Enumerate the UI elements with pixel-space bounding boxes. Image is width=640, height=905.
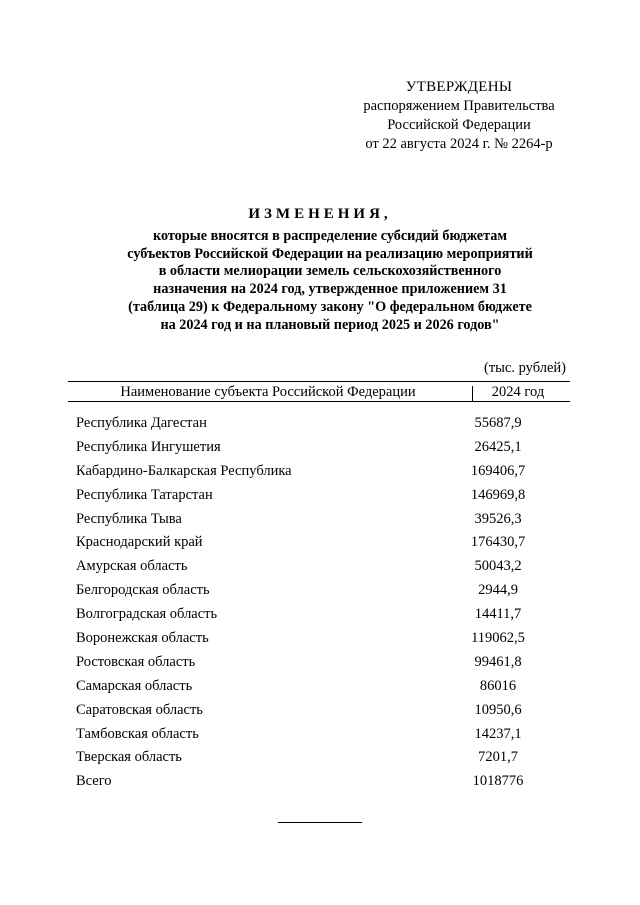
region-name: Республика Тыва: [76, 510, 182, 527]
subsidy-value: 7201,7: [478, 749, 518, 766]
document-subtitle: [60, 228, 600, 334]
table-row: [0, 412, 640, 436]
total-label: Всего: [76, 773, 112, 790]
table-row: [0, 460, 640, 484]
region-name: Амурская область: [76, 558, 188, 575]
subsidy-value: 14411,7: [474, 606, 522, 623]
subsidy-value: 50043,2: [474, 558, 522, 575]
subtitle-line: назначения на 2024 год, утвержденное приложением 31: [153, 281, 507, 298]
region-name: Республика Татарстан: [76, 486, 213, 503]
subtitle-line: на 2024 год и на плановый период 2025 и 2026 годов": [160, 316, 500, 333]
table-row: [0, 651, 640, 675]
region-name: Волгоградская область: [76, 606, 218, 623]
approval-line-2: Российской Федерации: [387, 117, 531, 133]
region-name: Республика Дагестан: [76, 415, 207, 431]
approval-block: [340, 78, 578, 154]
table-row: [0, 746, 640, 770]
subtitle-line: которые вносятся в распределение субсидий бюджетам: [153, 228, 507, 244]
table-row-total: [0, 770, 640, 794]
subsidy-value: 169406,7: [470, 462, 526, 479]
subsidy-value: 14237,1: [474, 725, 522, 742]
table-row: [0, 699, 640, 723]
table-header-rule: [68, 401, 570, 402]
subsidy-value: 10950,6: [474, 701, 522, 718]
end-divider: [278, 822, 362, 823]
column-header-year: 2024 год: [491, 384, 545, 400]
total-value: 1018776: [472, 773, 524, 790]
table-row: [0, 436, 640, 460]
table-row: [0, 579, 640, 603]
subtitle-line: в области мелиорации земель сельскохозяйственного: [158, 263, 502, 280]
region-name: Саратовская область: [76, 701, 203, 718]
table-row: [0, 484, 640, 508]
region-name: Краснодарский край: [76, 534, 203, 551]
approval-line-1: распоряжением Правительства: [363, 98, 555, 114]
document-title: ИЗМЕНЕНИЯ,: [248, 206, 392, 222]
subsidy-value: 55687,9: [474, 415, 522, 431]
table-body: [0, 412, 640, 794]
approval-heading: УТВЕРЖДЕНЫ: [405, 79, 513, 95]
table-row: [0, 723, 640, 747]
region-name: Самарская область: [76, 677, 193, 694]
table-row: [0, 531, 640, 555]
approval-line-3: от 22 августа 2024 г. № 2264-р: [365, 136, 553, 152]
region-name: Воронежская область: [76, 630, 209, 647]
subsidy-value: 39526,3: [474, 510, 522, 527]
table-row: [0, 603, 640, 627]
subsidy-value: 26425,1: [474, 438, 522, 455]
subsidy-value: 86016: [479, 677, 517, 694]
subsidy-value: 2944,9: [478, 582, 518, 599]
subsidy-value: 176430,7: [470, 534, 526, 551]
table-row: [0, 508, 640, 532]
column-header-name: Наименование субъекта Российской Федерации: [120, 384, 416, 400]
region-name: Тверская область: [76, 749, 182, 766]
region-name: Тамбовская область: [76, 725, 199, 742]
column-divider: [472, 386, 473, 402]
subtitle-line: (таблица 29) к Федеральному закону "О федеральном бюджете: [128, 298, 532, 315]
subsidy-value: 119062,5: [471, 630, 525, 647]
subtitle-line: субъектов Российской Федерации на реализацию мероприятий: [127, 245, 533, 262]
table-row: [0, 555, 640, 579]
table-row: [0, 675, 640, 699]
units-label: (тыс. рублей): [484, 360, 566, 376]
table-top-rule: [68, 381, 570, 382]
region-name: Кабардино-Балкарская Республика: [76, 462, 292, 479]
table-row: [0, 627, 640, 651]
region-name: Белгородская область: [76, 582, 210, 599]
table-header: [68, 384, 570, 401]
subsidy-value: 146969,8: [470, 486, 526, 503]
subsidy-value: 99461,8: [474, 653, 522, 670]
region-name: Ростовская область: [76, 653, 196, 670]
region-name: Республика Ингушетия: [76, 438, 221, 455]
